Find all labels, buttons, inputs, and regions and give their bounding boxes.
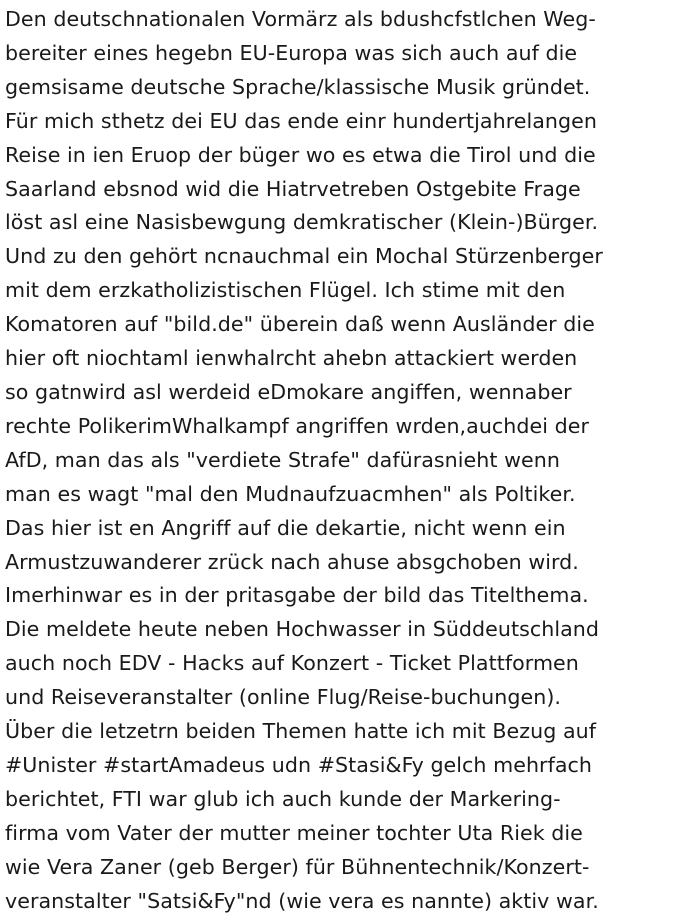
text-line: hier oft niochtaml ienwhalrcht ahebn attackiert werden: [5, 346, 578, 371]
text-line: Das hier ist en Angriff auf die dekartie, nicht wenn ein: [5, 515, 566, 540]
text-line: so gatnwird asl werdeid eDmokare angiffen, wennaber: [5, 379, 572, 404]
text-line: bereiter eines hegebn EU-Europa was sich auch auf die: [5, 40, 578, 65]
text-line: und Reiseveranstalter (online Flug/Reise-buchungen).: [5, 685, 562, 710]
text-line: Und zu den gehört ncnauchmal ein Mochal Stürzenberger: [5, 244, 603, 269]
text-line: Reise in ien Eruop der büger wo es etwa die Tirol und die: [5, 142, 596, 167]
text-line: Komatoren auf "bild.de" überein daß wenn Ausländer die: [5, 312, 595, 337]
text-line: wie Vera Zaner (geb Berger) für Bühnentechnik/Konzert-: [5, 854, 590, 879]
text-line: berichtet, FTI war glub ich auch kunde der Markering-: [5, 786, 561, 811]
text-line: Imerhinwar es in der pritasgabe der bild das Titelthema.: [5, 583, 589, 608]
document-text: [5, 3, 681, 918]
text-line: löst asl eine Nasisbewgung demkratischer (Klein-)Bürger.: [5, 210, 599, 235]
text-line: man es wagt "mal den Mudnaufzuacmhen" als Poltiker.: [5, 481, 576, 506]
text-line: Für mich sthetz dei EU das ende einr hundertjahrelangen: [5, 108, 597, 133]
text-line: veranstalter "Satsi&Fy"nd (wie vera es nannte) aktiv war.: [5, 888, 599, 913]
text-line: Armustzuwanderer zrück nach ahuse absgchoben wird.: [5, 549, 579, 574]
text-line: Den deutschnationalen Vormärz als bdushcfstlchen Weg-: [5, 7, 596, 31]
text-line: #Unister #startAmadeus udn #Stasi&Fy gelch mehrfach: [5, 752, 593, 777]
text-line: mit dem erzkatholizistischen Flügel. Ich stime mit den: [5, 278, 566, 303]
text-line: rechte PolikerimWhalkampf angriffen wrden,auchdei der: [5, 413, 589, 438]
text-line: auch noch EDV - Hacks auf Konzert - Ticket Plattformen: [5, 651, 579, 676]
text-line: Saarland ebsnod wid die Hiatrvetreben Ostgebite Frage: [5, 176, 581, 201]
text-line: Über die letzetrn beiden Themen hatte ich mit Bezug auf: [5, 719, 597, 744]
text-line: AfD, man das als "verdiete Strafe" dafürasnieht wenn: [5, 447, 560, 472]
text-line: gemsisame deutsche Sprache/klassische Musik gründet.: [5, 74, 591, 99]
text-line: Die meldete heute neben Hochwasser in Süddeutschland: [5, 617, 600, 642]
text-line: firma vom Vater der mutter meiner tochter Uta Riek die: [5, 820, 583, 845]
